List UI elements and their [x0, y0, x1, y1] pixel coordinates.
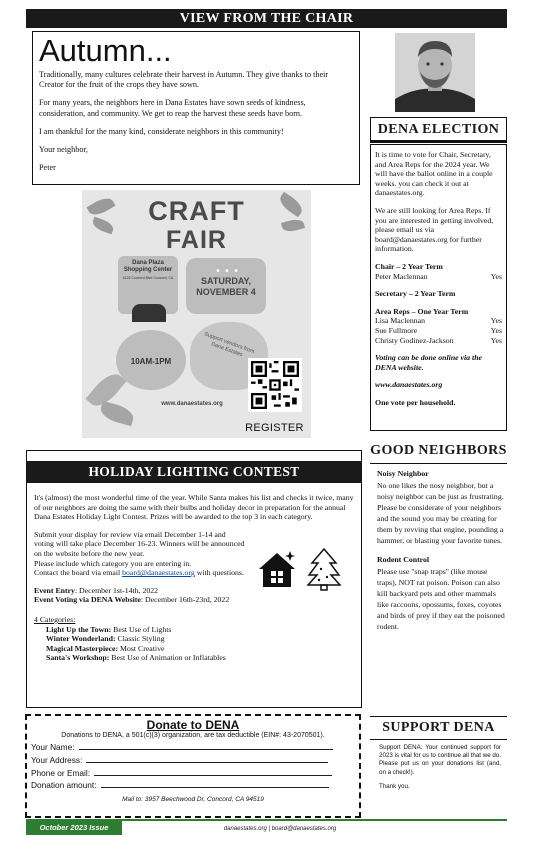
good-neighbors-heading: GOOD NEIGHBORS	[370, 440, 507, 464]
donate-heading: Donate to DENA	[146, 718, 240, 732]
candidate-row	[375, 316, 502, 326]
category-item	[46, 634, 354, 644]
categories-heading: 4 Categories:	[34, 614, 76, 624]
category-name: Winter Wonderland:	[46, 634, 116, 644]
header-banner: VIEW FROM THE CHAIR	[26, 9, 507, 28]
flyer-venue	[122, 260, 174, 280]
support-section	[379, 744, 501, 797]
one-vote-note: One vote per household.	[375, 397, 456, 407]
amount-field[interactable]	[31, 779, 355, 792]
address-input-line[interactable]	[86, 754, 328, 763]
contest-contact	[34, 568, 246, 578]
voting-dates: : December 16th-23rd, 2022	[140, 595, 230, 605]
candidate-vote: Yes	[490, 271, 502, 281]
candidate-row	[375, 336, 502, 346]
event-voting	[34, 595, 354, 605]
footer-contact[interactable]: danaestates.org | board@danaestates.org	[223, 826, 337, 832]
reps-section	[375, 307, 502, 345]
candidate-vote: Yes	[490, 316, 502, 326]
support-heading: SUPPORT DENA	[370, 716, 507, 740]
dots-icon: • • •	[214, 266, 240, 277]
election-intro: It is time to vote for Chair, Secretary, and Area Reps for the 2024 year. We will have the ballot online in a couple weeks. you can check it out at danaestates.org.	[375, 150, 493, 198]
issue-badge: October 2023 Issue	[26, 820, 122, 835]
craft-fair-flyer	[82, 190, 311, 438]
election-heading: DENA ELECTION	[370, 117, 507, 143]
venue-address: 4125 Concord Blvd Concord, CA	[122, 276, 174, 280]
chair-section	[375, 262, 502, 281]
house-icon	[257, 549, 297, 594]
support-text: Support DENA: Your continued support for 2023 is vital for us to continue all that we do. Please put us on your donations list (and, on a check!).	[379, 744, 501, 776]
noisy-text: No one likes the nosy neighbor, but a noisy neighbor can be just as frustrating. Please be considerate of your neighbors and the sound you may be creating for them by revving that engine, pounding a hammer, or blasting your favorite tunes.	[377, 481, 504, 545]
amount-label: Donation amount:	[31, 780, 97, 791]
category-name: Magical Masterpiece:	[46, 643, 119, 653]
flyer-support-vendors: Support vendors from Dana Estates	[203, 331, 256, 358]
rodent-heading: Rodent Control	[377, 555, 430, 564]
letter-paragraph-1: Traditionally, many cultures celebrate their harvest in Autumn. They give thanks to their Creator for the fruit of the crops they have sown.	[39, 70, 329, 90]
noisy-heading: Noisy Neighbor	[377, 469, 429, 478]
phone-email-field[interactable]	[31, 767, 355, 780]
category-item	[46, 625, 354, 635]
categories-list	[46, 625, 354, 663]
chair-heading: Chair – 2 Year Term	[375, 261, 443, 271]
flyer-title-fair: FAIR	[166, 226, 227, 254]
name-label: Your Name:	[31, 742, 75, 752]
donation-form	[25, 714, 361, 818]
holiday-contest-box	[26, 450, 362, 708]
phone-email-input-line[interactable]	[94, 767, 332, 776]
candidate-name: Sue Fullmore	[375, 325, 418, 335]
online-voting-note: Voting can be done online via the DENA website.	[375, 353, 482, 372]
candidate-vote: Yes	[490, 335, 502, 345]
support-thanks: Thank you.	[379, 782, 410, 790]
candidate-name: Peter Maclennan	[375, 271, 428, 281]
category-desc: Best Use of Lights	[111, 624, 172, 634]
board-email-link[interactable]: board@danaestates.org	[122, 568, 195, 578]
category-name: Santa's Workshop:	[46, 653, 110, 663]
reps-heading: Area Reps – One Year Term	[375, 306, 469, 316]
holiday-icons	[253, 545, 353, 595]
flyer-website: www.danaestates.org	[161, 401, 223, 407]
category-item	[46, 653, 354, 663]
candidate-row	[375, 326, 502, 336]
phone-email-label: Phone or Email:	[31, 767, 91, 778]
candidate-vote: Yes	[490, 325, 502, 335]
contest-paragraph-2: Submit your display for review via email December 1-14 and voting will take place December 16-23. Winners will be announced on the website before the new year.	[34, 529, 245, 558]
letter-closing: Your neighbor,	[39, 145, 88, 155]
contest-paragraph-3: Please include which category you are entering in.	[34, 558, 192, 568]
contest-heading: HOLIDAY LIGHTING CONTEST	[27, 461, 361, 483]
address-field[interactable]	[31, 754, 355, 767]
secretary-section	[375, 289, 502, 299]
good-neighbors-section	[377, 468, 505, 640]
category-desc: Classic Styling	[115, 634, 165, 644]
christmas-tree-icon	[307, 547, 341, 596]
election-website[interactable]: www.danaestates.org	[375, 380, 443, 390]
letter-paragraph-2: For many years, the neighbors here in Dana Estates have sown seeds of kindness, consideration, and community. We get to reap the harvest these seeds have born.	[39, 98, 306, 118]
election-box	[370, 144, 507, 431]
rodent-text: Please use "snap traps" (like mouse traps), NOT rat poison. Poison can also kill backyard pets and other mammals like raccoons, opossums, foxes, coyotes and birds of prey if they eat the poisoned rodent.	[377, 567, 505, 631]
flyer-title-craft: CRAFT	[148, 196, 245, 226]
category-desc: Most Creative	[118, 643, 165, 653]
letter-signature: Peter	[39, 163, 56, 173]
storefront-icon	[132, 304, 166, 322]
venue-name: Dana Plaza Shopping Center	[123, 260, 173, 273]
category-item	[46, 644, 354, 654]
flyer-time: 10AM-1PM	[130, 357, 172, 366]
entry-label: Event Entry	[34, 585, 75, 595]
chair-letter	[32, 31, 360, 185]
letter-title: Autumn...	[39, 33, 172, 68]
letter-paragraph-3: I am thankful for the many kind, considerate neighbors in this community!	[39, 126, 284, 136]
candidate-row	[375, 272, 502, 282]
category-desc: Best Use of Animation or Inflatables	[109, 653, 226, 663]
name-field[interactable]	[31, 741, 355, 754]
register-link[interactable]: REGISTER	[245, 422, 304, 434]
flyer-date: SATURDAY, NOVEMBER 4	[196, 276, 256, 297]
voting-label: Event Voting via DENA Website	[34, 595, 141, 605]
entry-dates: : December 1st-14th, 2022	[74, 585, 159, 595]
name-input-line[interactable]	[79, 741, 333, 750]
chair-portrait-photo	[395, 33, 475, 112]
contact-suffix: with questions.	[194, 568, 244, 578]
leaf-decoration	[98, 401, 135, 426]
amount-input-line[interactable]	[101, 779, 329, 788]
candidate-name: Lisa Maclennan	[375, 316, 426, 326]
election-looking: We are still looking for Area Reps. If you are interested in getting involved, please email us via board@danaestates.org for further information.	[375, 205, 494, 254]
contact-prefix: Contact the board via email	[34, 568, 123, 578]
contest-paragraph-1: It's (almost) the most wonderful time of the year. While Santa makes his list and checks it twice, many of our neighbors are doing the same with their bulbs and holiday decor in preparation for the annual Dana Estates Holiday Light Contest. Prizes will be awarded to the top 3 in each category.	[34, 493, 354, 522]
address-label: Your Address:	[31, 754, 83, 765]
qr-code-icon[interactable]	[248, 358, 302, 412]
donate-subtitle: Donations to DENA, a 501(c)(3) organization, are tax deductible (EIN#: 43-2070501).	[61, 732, 325, 739]
candidate-name: Christy Godinez-Jackson	[375, 335, 454, 345]
contest-submit-block	[34, 530, 246, 578]
mail-address: Mail to: 3957 Beechwood Dr, Concord, CA 94519	[122, 796, 264, 804]
secretary-heading: Secretary – 2 Year Term	[375, 289, 456, 299]
category-name: Light Up the Town:	[46, 624, 112, 634]
